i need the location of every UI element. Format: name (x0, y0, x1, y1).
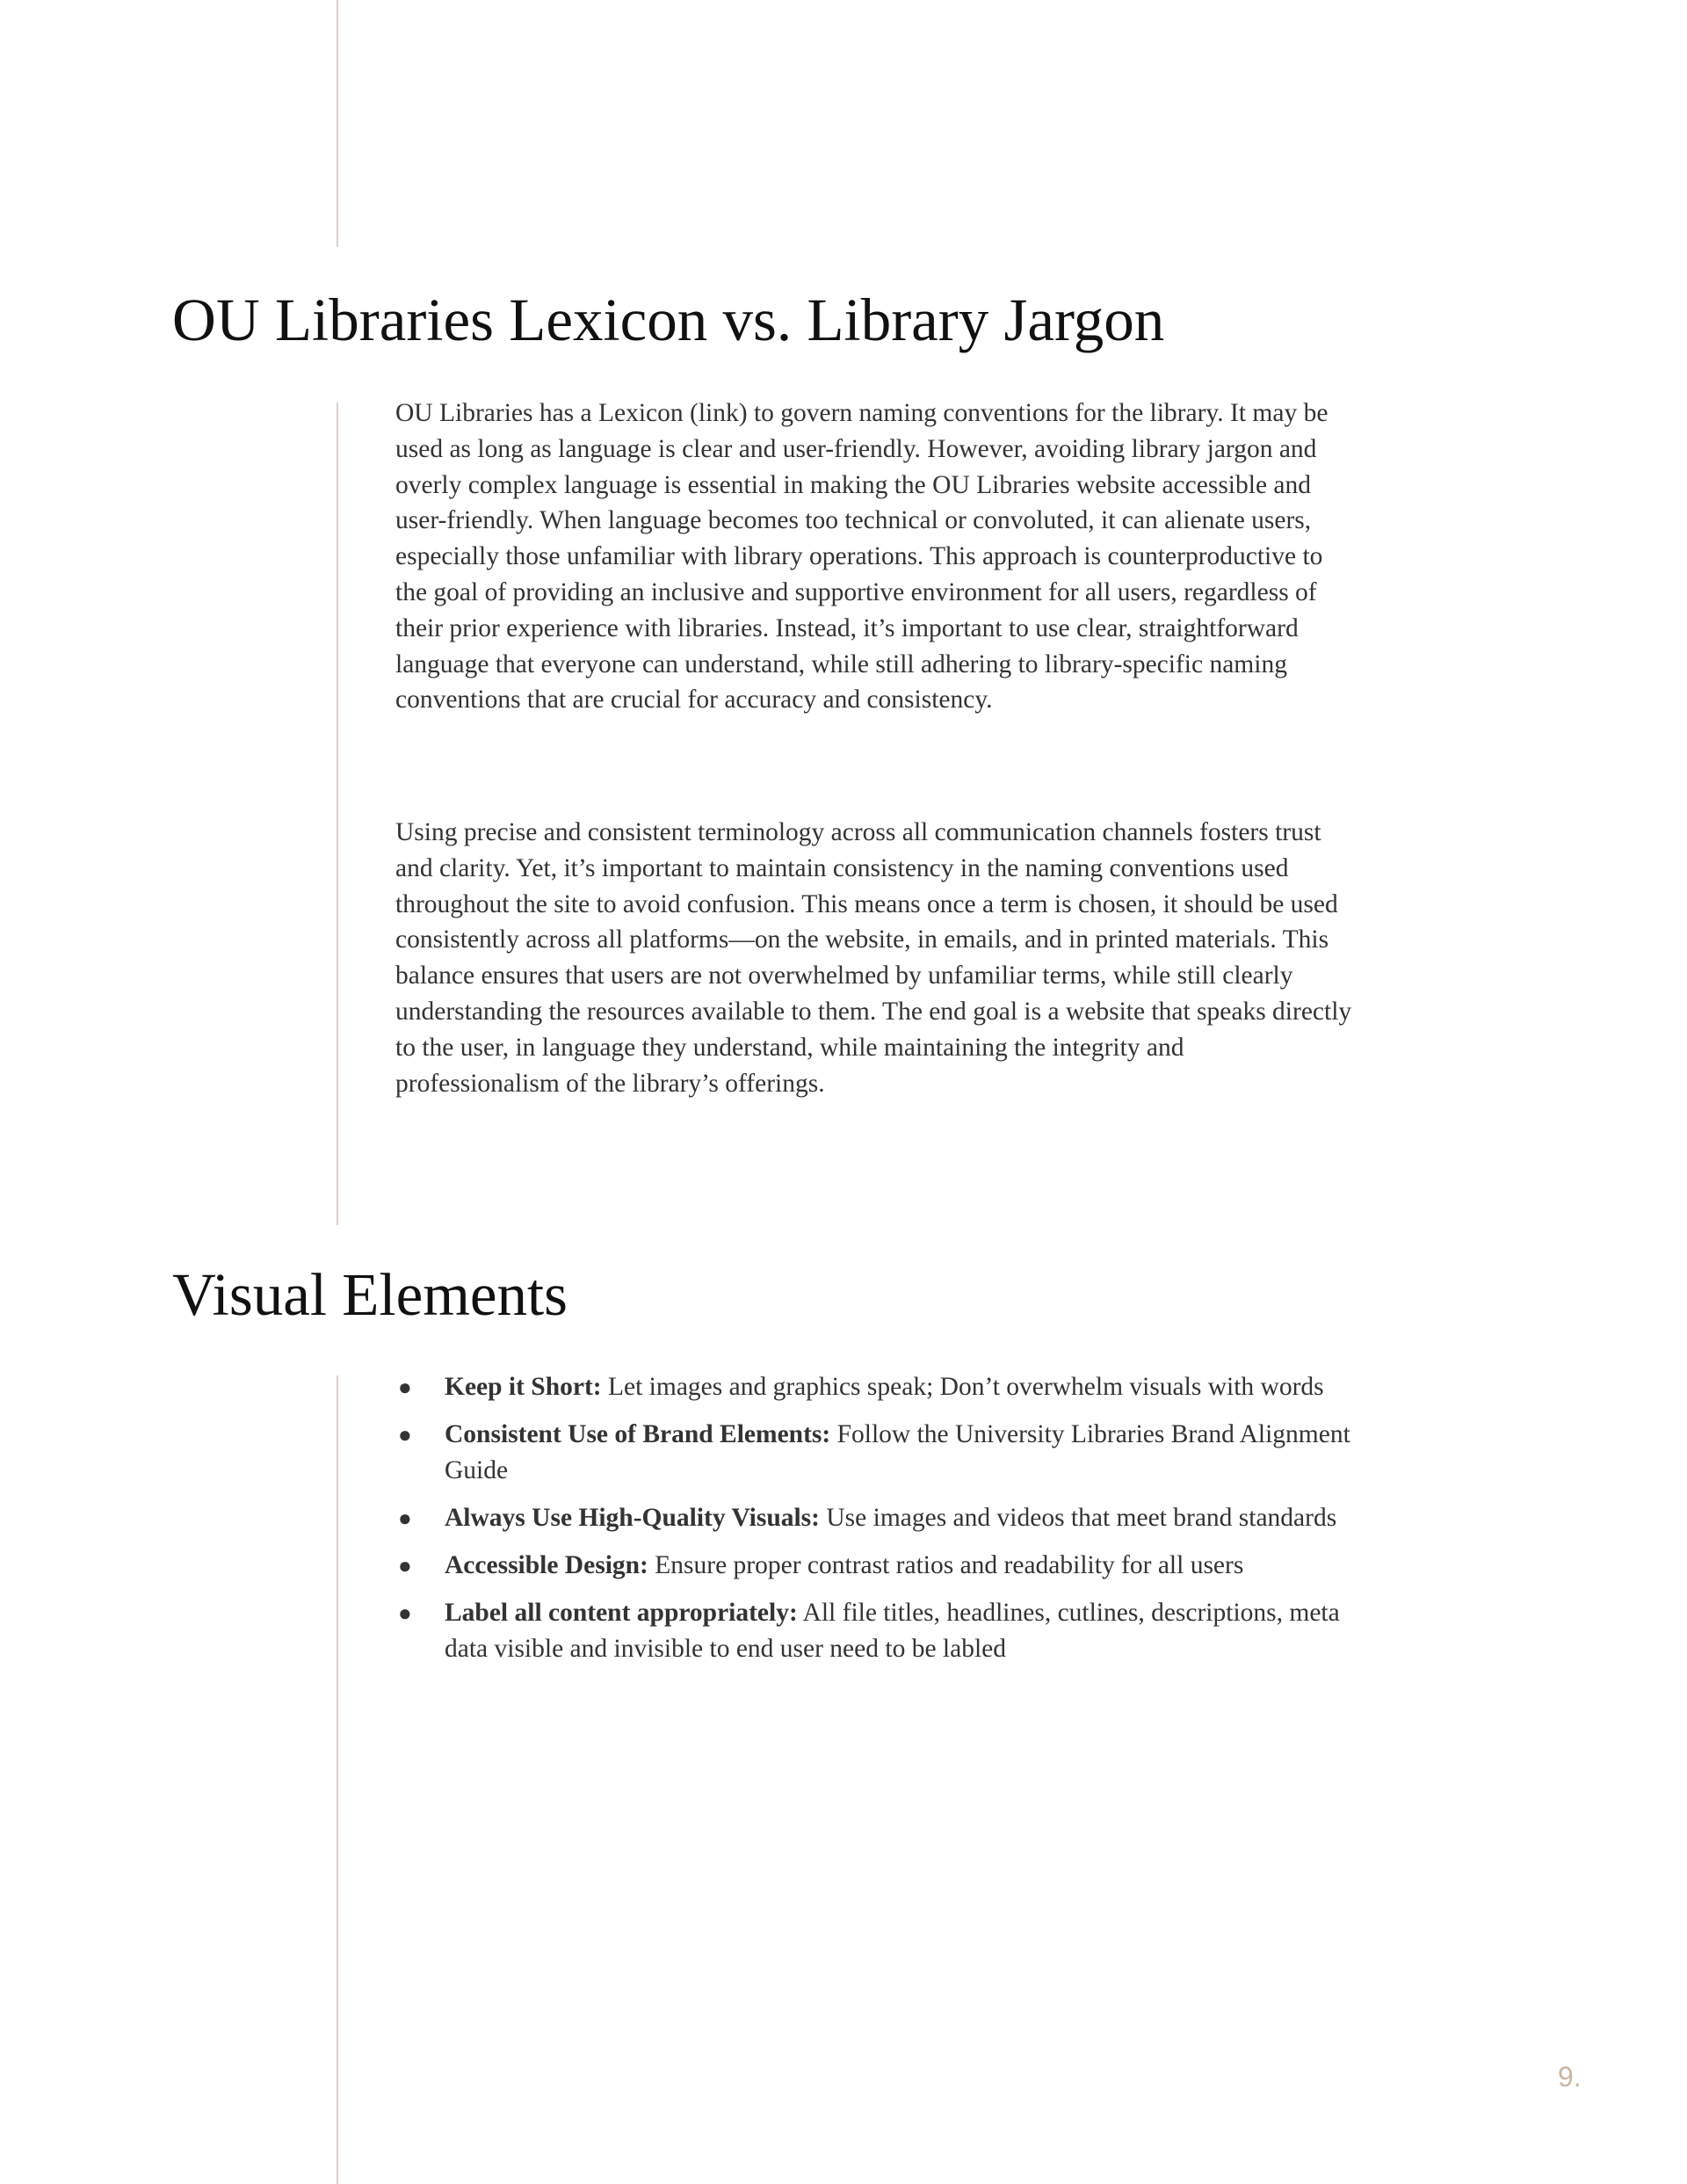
bullet-text: Ensure proper contrast ratios and readability for all users (655, 1551, 1244, 1579)
bullet-icon: ● (398, 1600, 412, 1626)
visual-elements-list (395, 1369, 1362, 1679)
list-item (395, 1595, 1362, 1667)
bullet-icon: ● (398, 1506, 412, 1531)
bullet-icon: ● (398, 1553, 412, 1578)
bullet-term: Label all content appropriately: (445, 1599, 798, 1627)
bullet-text: Use images and videos that meet brand standards (826, 1504, 1337, 1532)
bullet-icon: ● (398, 1375, 412, 1400)
bullet-text: Let images and graphics speak; Don’t overwhelm visuals with words (608, 1373, 1324, 1401)
lexicon-paragraph-2: Using precise and consistent terminology across all communication channels fosters trust and clarity. Yet, it’s important to maintain consistency in the naming conventions used throughout the site to avoid confusion. This means once a term is chosen, it should be used consistently across all platforms—on the website, in emails, and in printed materials. This balance ensures that users are not overwhelmed by unfamiliar terms, while still clearly understanding the resources available to them. The end goal is a website that speaks directly to the user, in language they understand, while maintaining the integrity and professionalism of the library’s offerings. (395, 818, 1352, 1098)
page-number: 9. (1558, 2061, 1582, 2093)
vertical-rule-top (337, 0, 338, 247)
bullet-icon: ● (398, 1422, 412, 1448)
bullet-term: Accessible Design: (445, 1551, 648, 1579)
bullet-term: Keep it Short: (445, 1373, 602, 1401)
lexicon-paragraph-1: OU Libraries has a Lexicon (link) to govern naming conventions for the library. It may be used as long as language is clear and user-friendly. However, avoiding library jargon and overly complex language is essential in making the OU Libraries website accessible and user-friendly. When language becomes too technical or convoluted, it can alienate users, especially those unfamiliar with library operations. This approach is counterproductive to the goal of providing an inclusive and supportive environment for all users, regardless of their prior experience with libraries. Instead, it’s important to use clear, straightforward language that everyone can understand, while still adhering to library-specific naming conventions that are crucial for accuracy and consistency. (395, 399, 1329, 715)
list-item (395, 1369, 1362, 1405)
bullet-text: All file titles, headlines, cutlines, descriptions, meta data visible and invisible to end user need to be labled (445, 1599, 1340, 1663)
vertical-rule-visual (337, 1375, 338, 2184)
bullet-term: Consistent Use of Brand Elements: (445, 1420, 831, 1448)
bullet-text: Follow the University Libraries Brand Alignment Guide (445, 1420, 1350, 1484)
section-heading-lexicon: OU Libraries Lexicon vs. Library Jargon (172, 287, 1165, 353)
bullet-term: Always Use High-Quality Visuals: (445, 1504, 820, 1532)
vertical-rule-lexicon (337, 403, 338, 1225)
list-item (395, 1417, 1362, 1489)
list-item (395, 1500, 1362, 1536)
section-heading-visual-elements: Visual Elements (172, 1261, 568, 1328)
list-item (395, 1548, 1362, 1584)
